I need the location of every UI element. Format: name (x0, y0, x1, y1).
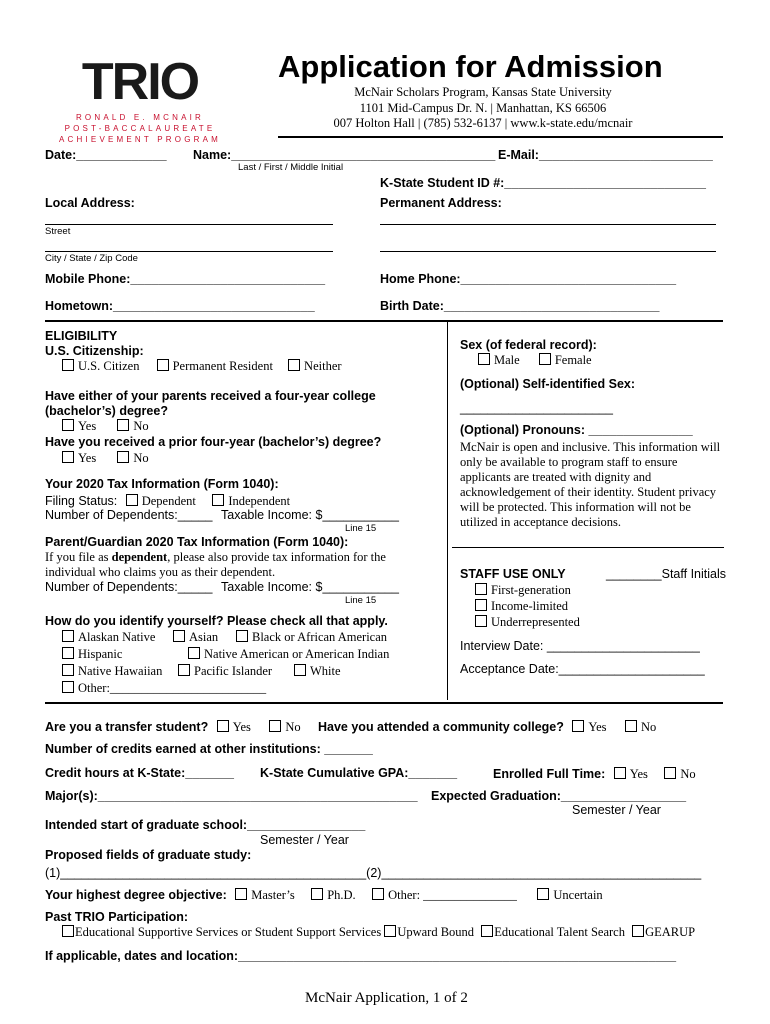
header-line-2: 1101 Mid-Campus Dr. N. | Manhattan, KS 66506 (359, 100, 607, 115)
staff-income-limited (475, 599, 568, 614)
male-checkbox[interactable] (478, 353, 490, 365)
parents-no-checkbox[interactable] (117, 419, 129, 431)
acceptance-date-field[interactable]: Acceptance Date:_____________________ (460, 662, 705, 676)
credit-hours-field[interactable]: Credit hours at K-State:_______ (45, 766, 234, 780)
community-yes-label: Yes (588, 720, 607, 734)
native-american-label: Native American or American Indian (204, 647, 390, 661)
num-dependents-field[interactable]: Number of Dependents:_____ (45, 508, 213, 522)
name-hint: Last / First / Middle Initial (238, 162, 344, 173)
prior-yes-label: Yes (78, 451, 97, 465)
past-trio-options (62, 925, 695, 940)
native-hawaiian-label: Native Hawaiian (78, 664, 163, 678)
degree-objective-label: Your highest degree objective: (45, 888, 227, 902)
masters-label: Master’s (251, 888, 295, 902)
white-checkbox[interactable] (294, 664, 306, 676)
alaskan-native-label: Alaskan Native (78, 630, 156, 644)
masters-checkbox[interactable] (235, 888, 247, 900)
lower-rule (45, 702, 723, 704)
identity-native-american (188, 647, 389, 662)
prior-yes-checkbox[interactable] (62, 451, 74, 463)
parents-yes-checkbox[interactable] (62, 419, 74, 431)
native-american-checkbox[interactable] (188, 647, 200, 659)
talent-search-label: Educational Talent Search (494, 925, 625, 939)
logo-trio-text: TRIO (81, 53, 199, 111)
staff-rule (452, 547, 724, 548)
prior-degree-options (62, 451, 149, 466)
pronouns-field[interactable]: (Optional) Pronouns: _______________ (460, 423, 693, 437)
other-degree-checkbox[interactable] (372, 888, 384, 900)
parents-no-label: No (133, 419, 149, 433)
community-yes-checkbox[interactable] (572, 720, 584, 732)
intended-start-field[interactable]: Intended start of graduate school:_________________ (45, 818, 366, 832)
identity-black (236, 630, 387, 645)
parent-note-part-c: , please also provide tax information for the (167, 550, 386, 564)
staff-initials-field[interactable]: ________Staff Initials (606, 567, 727, 581)
community-no-label: No (641, 720, 657, 734)
intended-hint: Semester / Year (260, 833, 349, 847)
citizenship-options (62, 359, 342, 374)
identity-hispanic (62, 647, 122, 662)
parents-degree-q1: Have either of your parents received a four-year college (45, 389, 376, 403)
ess-label: Educational Supportive Services or Student Support Services (75, 925, 382, 939)
trio-logo (55, 53, 225, 145)
income-limited-checkbox[interactable] (475, 599, 487, 611)
city-hint: City / State / Zip Code (45, 253, 138, 264)
local-address-label: Local Address: (45, 196, 135, 210)
prior-no-label: No (133, 451, 149, 465)
enrolled-row (493, 765, 696, 783)
interview-date-field[interactable]: Interview Date: ______________________ (460, 639, 700, 653)
perm-line-2[interactable] (380, 251, 716, 252)
permanent-resident-checkbox[interactable] (157, 359, 169, 371)
independent-checkbox[interactable] (212, 494, 224, 506)
alaskan-native-checkbox[interactable] (62, 630, 74, 642)
perm-line-1[interactable] (380, 224, 716, 225)
first-gen-checkbox[interactable] (475, 583, 487, 595)
logo-sub-2: POST-BACCALAUREATE (64, 124, 216, 133)
email-field[interactable]: E-Mail:_________________________ (498, 148, 713, 162)
tax-heading: Your 2020 Tax Information (Form 1040): (45, 477, 279, 491)
column-divider (447, 322, 448, 700)
upward-bound-checkbox[interactable] (384, 925, 396, 937)
gpa-field[interactable]: K-State Cumulative GPA:_______ (260, 766, 458, 780)
header-address (300, 85, 666, 132)
local-city-line[interactable] (45, 251, 333, 252)
parent-note-part-a: If you file as (45, 550, 112, 564)
asian-checkbox[interactable] (173, 630, 185, 642)
line15-hint: Line 15 (345, 523, 377, 534)
transfer-question: Are you a transfer student? (45, 720, 209, 734)
permanent-address-label: Permanent Address: (380, 196, 502, 210)
parent-tax-heading: Parent/Guardian 2020 Tax Information (Form 1040): (45, 535, 349, 549)
parents-yes-label: Yes (78, 419, 97, 433)
transfer-row (45, 718, 301, 736)
white-label: White (310, 664, 341, 678)
majors-field[interactable]: Major(s):______________________________________________ (45, 789, 418, 803)
identity-row-1 (62, 630, 155, 645)
privacy-note: McNair is open and inclusive. This information will only be available to program staff to ensure applicants are treated with dignity and acknowledgement of their identity. Student privacy will be protected. This information will not be utilized in acceptance decisions. (460, 440, 721, 529)
identity-native-hawaiian (62, 664, 162, 679)
gearup-label: GEARUP (645, 925, 696, 939)
ess-checkbox[interactable] (62, 925, 74, 937)
date-field[interactable]: Date:_____________ (45, 148, 167, 162)
identity-other (62, 681, 266, 696)
upward-bound-label: Upward Bound (397, 925, 475, 939)
female-checkbox[interactable] (539, 353, 551, 365)
transfer-no-label: No (285, 720, 301, 734)
income-limited-label: Income-limited (491, 599, 569, 613)
hometown-field[interactable]: Hometown:_____________________________ (45, 299, 315, 313)
transfer-no-checkbox[interactable] (269, 720, 281, 732)
parent-num-dependents-field[interactable]: Number of Dependents:_____ (45, 580, 213, 594)
prior-no-checkbox[interactable] (117, 451, 129, 463)
other-degree-label[interactable]: Other: _______________ (388, 888, 517, 902)
identity-pacific-islander (178, 664, 272, 679)
parent-note-part-b: dependent (111, 550, 168, 564)
identity-question: How do you identify yourself? Please check all that apply. (45, 614, 388, 628)
mobile-phone-field[interactable]: Mobile Phone:____________________________ (45, 272, 326, 286)
parent-line15-hint: Line 15 (345, 595, 377, 606)
past-trio-label: Past TRIO Participation: (45, 910, 189, 924)
us-citizen-checkbox[interactable] (62, 359, 74, 371)
fields-input[interactable]: (1)____________________________________________(2)______________________________________________ (45, 866, 702, 880)
staff-first-gen (475, 583, 571, 598)
parents-degree-options (62, 419, 149, 434)
filing-status-label: Filing Status: (45, 494, 118, 508)
hispanic-checkbox[interactable] (62, 647, 74, 659)
self-id-label: (Optional) Self-identified Sex: (460, 377, 636, 391)
asian-label: Asian (189, 630, 219, 644)
first-gen-label: First-generation (491, 583, 571, 597)
enrolled-label: Enrolled Full Time: (493, 767, 606, 781)
sex-heading: Sex (of federal record): (460, 338, 597, 352)
enrolled-no-label: No (680, 767, 696, 781)
header-rule (278, 136, 723, 138)
parent-tax-note-2: individual who claims you as their dependent. (45, 565, 276, 579)
hispanic-label: Hispanic (78, 647, 123, 661)
black-checkbox[interactable] (236, 630, 248, 642)
enrolled-yes-label: Yes (629, 767, 648, 781)
taxable-income-field[interactable]: Taxable Income: $___________ (221, 508, 399, 522)
underrepresented-checkbox[interactable] (475, 615, 487, 627)
local-street-line[interactable] (45, 224, 333, 225)
logo-sub-1: RONALD E. MCNAIR (75, 113, 205, 122)
fields-label: Proposed fields of graduate study: (45, 848, 252, 862)
neither-checkbox[interactable] (288, 359, 300, 371)
dates-location-field[interactable]: If applicable, dates and location:_______________________________________________________________ (45, 949, 677, 963)
birth-date-field[interactable]: Birth Date:_______________________________ (380, 299, 660, 313)
transfer-yes-label: Yes (232, 720, 251, 734)
section-rule (45, 320, 723, 322)
street-hint: Street (45, 226, 71, 237)
phd-checkbox[interactable] (311, 888, 323, 900)
parents-degree-q2: (bachelor’s) degree? (45, 404, 168, 418)
staff-heading: STAFF USE ONLY (460, 567, 566, 581)
other-identity-checkbox[interactable] (62, 681, 74, 693)
community-no-checkbox[interactable] (625, 720, 637, 732)
talent-search-checkbox[interactable] (481, 925, 493, 937)
female-label: Female (554, 353, 592, 367)
underrepresented-label: Underrepresented (491, 615, 580, 629)
uncertain-label: Uncertain (553, 888, 603, 902)
community-row (318, 718, 656, 736)
gearup-checkbox[interactable] (632, 925, 644, 937)
logo-sub-3: ACHIEVEMENT PROGRAM (59, 135, 221, 144)
expected-graduation-field[interactable]: Expected Graduation:__________________ (431, 789, 687, 803)
footer: McNair Application, 1 of 2 (305, 990, 468, 1006)
neither-label: Neither (304, 359, 342, 373)
independent-label: Independent (228, 494, 291, 508)
degree-objective-row (45, 886, 603, 904)
phd-label: Ph.D. (327, 888, 356, 902)
permanent-resident-label: Permanent Resident (172, 359, 273, 373)
staff-underrepresented (475, 615, 580, 630)
identity-white (294, 664, 341, 679)
graduation-hint: Semester / Year (572, 803, 661, 817)
native-hawaiian-checkbox[interactable] (62, 664, 74, 676)
dependent-label: Dependent (141, 494, 196, 508)
citizenship-label: U.S. Citizenship: (45, 344, 144, 358)
community-question: Have you attended a community college? (318, 720, 564, 734)
home-phone-field[interactable]: Home Phone:_______________________________ (380, 272, 677, 286)
eligibility-heading: ELIGIBILITY (45, 329, 118, 343)
header-line-1: McNair Scholars Program, Kansas State University (354, 85, 612, 99)
uncertain-checkbox[interactable] (537, 888, 549, 900)
header-line-3: 007 Holton Hall | (785) 532-6137 | www.k-state.edu/mcnair (333, 116, 633, 130)
name-field[interactable]: Name:______________________________________ (193, 148, 496, 162)
identity-asian (173, 630, 218, 645)
parent-taxable-income-field[interactable]: Taxable Income: $___________ (221, 580, 399, 594)
prior-degree-question: Have you received a prior four-year (bachelor’s) degree? (45, 435, 382, 449)
enrolled-yes-checkbox[interactable] (614, 767, 626, 779)
other-identity-label[interactable]: Other:_________________________ (78, 681, 267, 695)
self-id-field[interactable]: ______________________ (460, 401, 613, 415)
parent-tax-note-1 (45, 550, 386, 565)
sex-options (478, 353, 592, 368)
page-title: Application for Admission (278, 49, 663, 84)
student-id-field[interactable]: K-State Student ID #:_____________________________ (380, 176, 706, 190)
dependent-checkbox[interactable] (126, 494, 138, 506)
enrolled-no-checkbox[interactable] (664, 767, 676, 779)
pacific-islander-label: Pacific Islander (194, 664, 273, 678)
us-citizen-label: U.S. Citizen (78, 359, 140, 373)
credits-other-field[interactable]: Number of credits earned at other institutions: _______ (45, 742, 373, 756)
male-label: Male (494, 353, 520, 367)
black-label: Black or African American (252, 630, 388, 644)
transfer-yes-checkbox[interactable] (217, 720, 229, 732)
pacific-islander-checkbox[interactable] (178, 664, 190, 676)
